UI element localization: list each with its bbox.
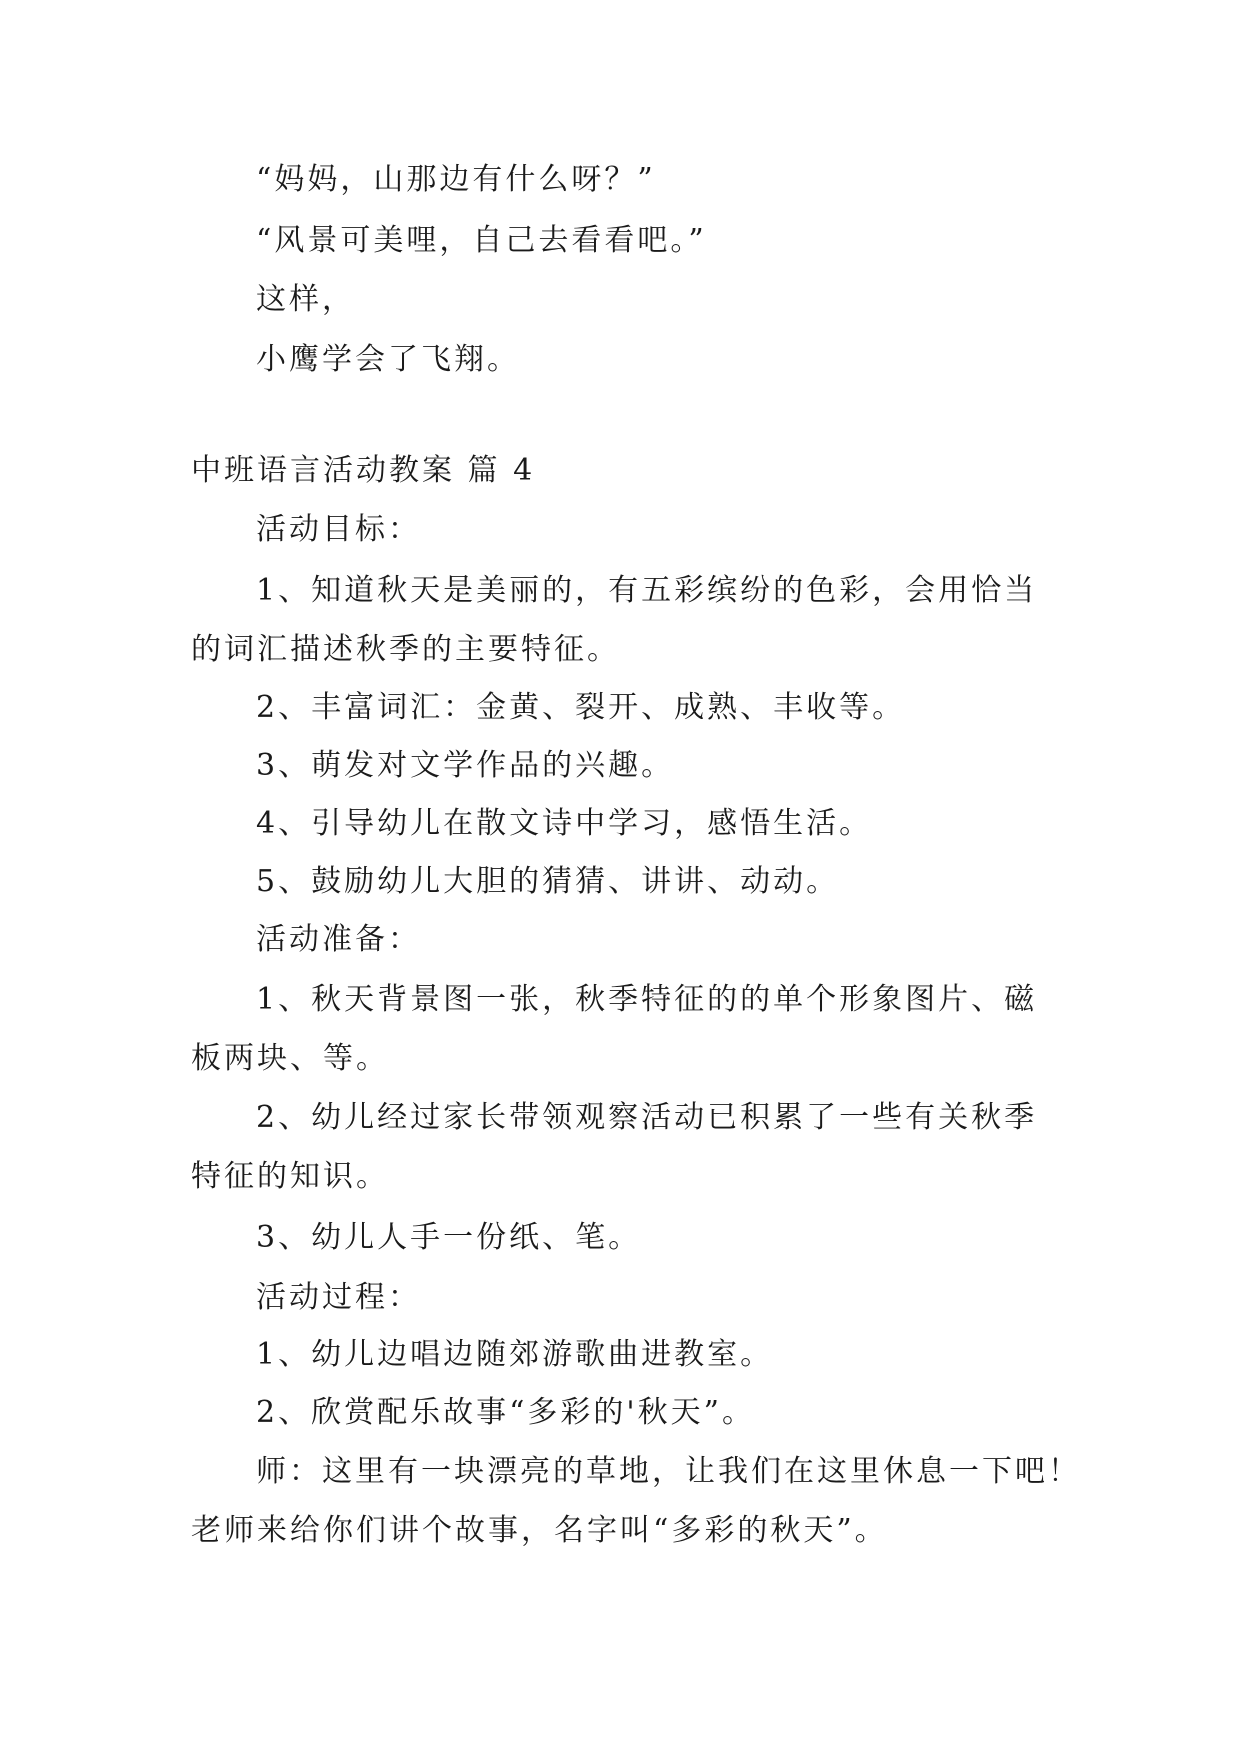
- list-item-continuation: 的词汇描述秋季的主要特征。: [191, 632, 620, 667]
- paragraph-line: 这样，: [256, 282, 355, 317]
- section-heading: 中班语言活动教案 篇 4: [191, 453, 536, 488]
- subheading-goals: 活动目标：: [256, 512, 421, 547]
- subheading-process: 活动过程：: [256, 1280, 421, 1315]
- list-item: 4、引导幼儿在散文诗中学习，感悟生活。: [256, 806, 873, 841]
- list-item: 5、鼓励幼儿大胆的猜猜、讲讲、动动。: [256, 864, 840, 899]
- list-item: 2、幼儿经过家长带领观察活动已积累了一些有关秋季: [256, 1100, 1038, 1135]
- paragraph-line: 小鹰学会了飞翔。: [256, 342, 520, 377]
- list-item: 2、丰富词汇：金黄、裂开、成熟、丰收等。: [256, 690, 906, 725]
- dialogue-line: “妈妈，山那边有什么呀？”: [256, 162, 656, 197]
- dialogue-line: “风景可美哩，自己去看看吧。”: [256, 223, 707, 258]
- list-item: 1、秋天背景图一张，秋季特征的的单个形象图片、磁: [256, 982, 1038, 1017]
- list-item: 1、知道秋天是美丽的，有五彩缤纷的色彩，会用恰当: [256, 573, 1038, 608]
- list-item-continuation: 特征的知识。: [191, 1159, 389, 1194]
- list-item-continuation: 板两块、等。: [191, 1041, 389, 1076]
- subheading-preparation: 活动准备：: [256, 922, 421, 957]
- paragraph-line: 老师来给你们讲个故事，名字叫“多彩的秋天”。: [191, 1513, 888, 1548]
- list-item: 2、欣赏配乐故事“多彩的'秋天”。: [256, 1395, 756, 1430]
- list-item: 3、幼儿人手一份纸、笔。: [256, 1220, 642, 1255]
- list-item: 3、萌发对文学作品的兴趣。: [256, 748, 675, 783]
- list-item: 1、幼儿边唱边随郊游歌曲进教室。: [256, 1337, 774, 1372]
- paragraph-line: 师：这里有一块漂亮的草地，让我们在这里休息一下吧！: [256, 1454, 1081, 1489]
